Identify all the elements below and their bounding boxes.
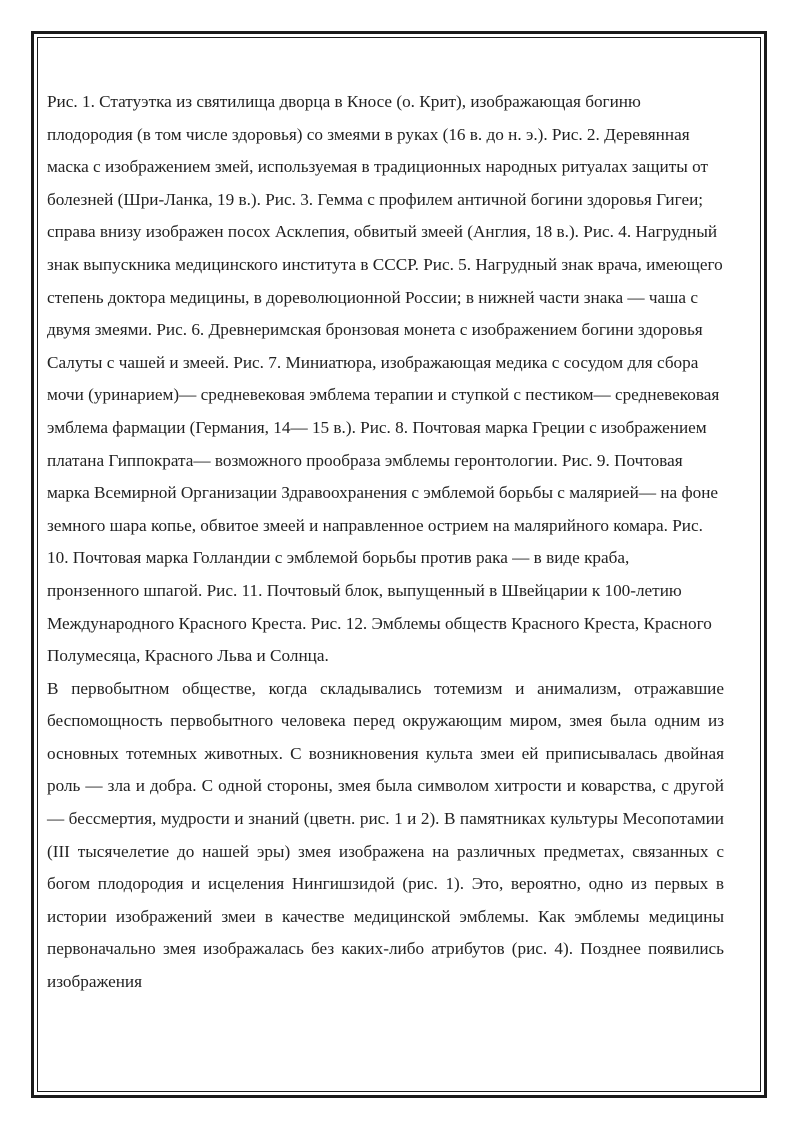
figure-captions: Рис. 1. Статуэтка из святилища дворца в Кносе (о. Крит), изображающая богиню плодородия (в том числе здоровья) со змеями в руках (16 в. до н. э.). Рис. 2. Деревянная маска с изображением змей, используемая в традиционных народных ритуалах защиты от болезней (Шри-Ланка, 19 в.). Рис. 3. Гемма с профилем античной богини здоровья Гигеи; справа внизу изображен посох Асклепия, обвитый змеей (Англия, 18 в.). Рис. 4. Нагрудный знак выпускника медицинского института в СССР. Рис. 5. Нагрудный знак врача, имеющего степень доктора медицины, в дореволюционной России; в нижней части знака — чаша с двумя змеями. Рис. 6. Древнеримская бронзовая монета с изображением богини здоровья Салуты с чашей и змеей. Рис. 7. Миниатюра, изображающая медика с сосудом для сбора мочи (уринарием)— средневековая эмблема терапии и ступкой с пестиком— средневековая эмблема фармации (Германия, 14— 15 в.). Рис. 8. Почтовая марка Греции с изображением платана Гиппократа— возможного прообраза эмблемы геронтологии. Рис. 9. Почтовая марка Всемирной Организации Здравоохранения с эмблемой борьбы с малярией— на фоне земного шара копье, обвитое змеей и направленное острием на малярийного комара. Рис. 10. Почтовая марка Голландии с эмблемой борьбы против рака — в виде краба, пронзенного шпагой. Рис. 11. Почтовый блок, выпущенный в Швейцарии к 100-летию Международного Красного Креста. Рис. 12. Эмблемы обществ Красного Креста, Красного Полумесяца, Красного Льва и Солнца. — [47, 92, 723, 666]
document-body — [47, 86, 724, 999]
main-paragraph: В первобытном обществе, когда складывались тотемизм и анимализм, отражавшие беспомощность первобытного человека перед окружающим миром, змея была одним из основных тотемных животных. С возникновения культа змеи ей приписывалась двойная роль — зла и добра. С одной стороны, змея была символом хитрости и коварства, с другой — бессмертия, мудрости и знаний (цветн. рис. 1 и 2). В памятниках культуры Месопотамии (III тысячелетие до нашей эры) змея изображена на различных предметах, связанных с богом плодородия и исцеления Нингишзидой (рис. 1). Это, вероятно, одно из первых в истории изображений змеи в качестве медицинской эмблемы. Как эмблемы медицины первоначально змея изображалась без каких-либо атрибутов (рис. 4). Позднее появились изображения — [47, 678, 724, 992]
